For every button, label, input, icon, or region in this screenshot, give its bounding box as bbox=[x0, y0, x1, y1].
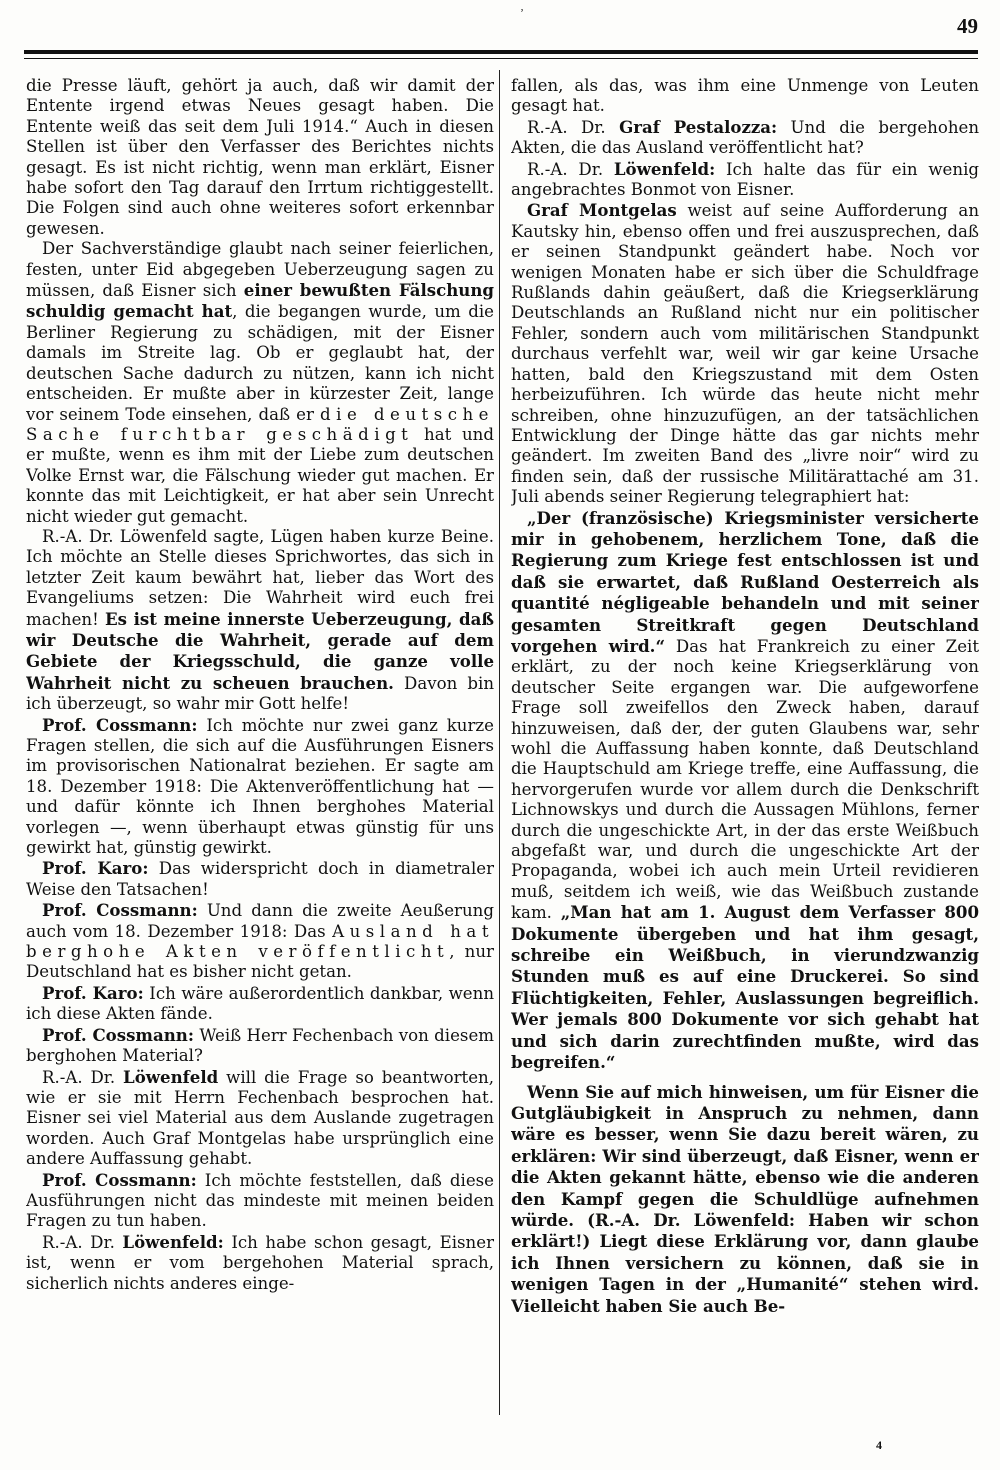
bold-text: Löwenfeld: bbox=[613, 158, 716, 179]
bold-text: Löwenfeld: bbox=[122, 1231, 224, 1252]
bold-text: Es ist meine innerste Ueberzeugung, daß wir Deutsche die Wahrheit, gerade auf dem Gebiete der Kriegsschuld, die ganze volle Wahrheit nicht zu scheuen brauchen. bbox=[26, 608, 494, 693]
paragraph bbox=[26, 239, 494, 527]
paragraph bbox=[26, 858, 494, 900]
paragraph bbox=[511, 1082, 979, 1317]
text-run: Davon bin ich überzeugt, so wahr mir Gott helfe! bbox=[26, 673, 494, 714]
text-run: R.-A. Dr. Löwenfeld sagte, Lügen haben kurze Beine. Ich möchte an Stelle dieses Sprichwortes, das sich in letzter Zeit kaum bewährt hat, lieber das Wort des Evangeliums setzen: Die Wahrheit wird euch frei machen! bbox=[26, 526, 494, 629]
paragraph bbox=[26, 1025, 494, 1067]
text-run: , die begangen wurde, um die Berliner Regierung zu schädigen, mit der Eisner damals im Streite lag. Ob er geglaubt hat, der deutschen Sache dadurch zu nützen, kann ich nicht entscheiden. Er mußte aber in kürzester Zeit, lange vor seinem Tode einsehen, daß er bbox=[26, 302, 494, 424]
text-run: Ich halte das für ein wenig angebrachtes Bonmot von Eisner. bbox=[511, 159, 979, 200]
text-run: Und dann die zweite Aeußerung auch vom 18. Dezember 1918: Das bbox=[26, 901, 494, 941]
text-run: Ich habe schon gesagt, Eisner ist, wenn er vom bergehohen Material sprach, sicherlich nichts anderes einge- bbox=[26, 1232, 494, 1293]
paragraph bbox=[26, 1067, 494, 1170]
paragraph bbox=[511, 117, 979, 159]
bold-text: „Der (französische) Kriegsminister versicherte mir in gehobenem, herzlichem Tone, daß die Regierung zum Kriege fest entschlossen ist und daß sie erwartet, daß Rußland Oesterreich als quantité négligeable behandeln und mit seiner gesamten Streitkraft gegen Deutschland vorgehen wird.“ bbox=[511, 507, 979, 656]
text-run: R.-A. Dr. bbox=[42, 1232, 123, 1252]
page-number: 49 bbox=[957, 14, 978, 38]
bold-text: Graf Pestalozza: bbox=[619, 116, 778, 137]
text-run: R.-A. Dr. bbox=[42, 1067, 124, 1087]
text-run: Und die bergehohen Akten, die das Ausland veröffentlicht hat? bbox=[511, 117, 979, 158]
bold-text: einer bewußten Fälschung schuldig gemacht hat bbox=[26, 280, 494, 322]
column-divider bbox=[499, 70, 500, 1415]
paragraph bbox=[26, 1232, 494, 1294]
text-run: fallen, als das, was ihm eine Unmenge von Leuten gesagt hat. bbox=[511, 76, 979, 116]
header-rule-thick bbox=[24, 50, 978, 54]
bold-text: Prof. Cossmann: bbox=[42, 900, 198, 921]
text-run: die Presse läuft, gehört ja auch, daß wir damit der Entente irgend etwas Neues gesagt haben. Die Entente weiß das seit dem Juli 1914.“ Auch in diesen Stellen ist über den Verfasser des Berichtes nichts gesagt. Es ist nicht richtig, wenn man erklärt, Eisner habe sofort den Tag darauf den Irrtum richtiggestellt. Die Folgen sind auch ohne weiteres sofort erkennbar gewesen. bbox=[26, 76, 494, 238]
bold-text: Prof. Cossmann: bbox=[42, 1024, 194, 1045]
signature-mark: 4 bbox=[876, 1438, 882, 1452]
spaced-text: die deutsche Sache furchtbar geschädigt bbox=[26, 404, 494, 444]
paragraph bbox=[511, 508, 979, 1074]
spaced-text: Ausland hat berghohe Akten veröffentlicht bbox=[26, 921, 494, 962]
text-run: Ich möchte nur zwei ganz kurze Fragen stellen, die sich auf die Ausführungen Eisners im provisorischen Nationalrat beziehen. Er sagte am 18. Dezember 1918: Die Aktenveröffentlichung hat — und dafür könnte ich Ihnen berghohes Material vorlegen —, wenn überhaupt etwas günstig für uns gewirkt hat, günstig gewirkt. bbox=[26, 715, 494, 858]
paragraph bbox=[26, 715, 494, 859]
paragraph bbox=[26, 76, 494, 239]
bold-text: Löwenfeld bbox=[123, 1066, 219, 1087]
text-run: Weiß Herr Fechenbach von diesem berghohen Material? bbox=[26, 1025, 494, 1066]
left-column bbox=[26, 76, 494, 1416]
print-speck: ʼ bbox=[520, 6, 524, 20]
bold-text: Wenn Sie auf mich hinweisen, um für Eisner die Gutgläubigkeit in Anspruch zu nehmen, dann wäre es besser, wenn Sie dazu bereit wären, zu erklären: Wir sind überzeugt, daß Eisner, wenn er die Akten gekannt hätte, ebenso wie die anderen den Kampf gegen die Schuldlüge aufnehmen würde. (R.-A. Dr. Löwenfeld: Haben wir schon erklärt!) Liegt diese Erklärung vor, dann glaube ich Ihnen versichern zu können, daß sie in wenigen Tagen in der „Humanité“ stehen wird. Vielleicht haben Sie auch Be- bbox=[511, 1081, 979, 1316]
text-run: R.-A. Dr. bbox=[527, 159, 614, 179]
bold-text: Prof. Cossmann: bbox=[42, 714, 198, 735]
bold-text: Prof. Karo: bbox=[42, 858, 149, 879]
paragraph bbox=[26, 983, 494, 1025]
text-run: Ich wäre außerordentlich dankbar, wenn ich diese Akten fände. bbox=[26, 983, 494, 1024]
text-run: Ich möchte feststellen, daß diese Ausführungen nicht das mindeste mit meinen beiden Fragen zu tun haben. bbox=[26, 1170, 494, 1231]
paragraph bbox=[26, 900, 494, 983]
text-run: R.-A. Dr. bbox=[527, 117, 620, 137]
paragraph bbox=[511, 200, 979, 507]
text-run: , nur Deutschland hat es bisher nicht getan. bbox=[26, 942, 494, 982]
paragraph bbox=[26, 1170, 494, 1232]
text-run: Der Sachverständige glaubt nach seiner feierlichen, festen, unter Eid abgegeben Ueberzeugung sagen zu müssen, daß Eisner sich bbox=[26, 239, 494, 301]
text-run: hat und er mußte, wenn es ihm mit der Liebe zum deutschen Volke Ernst war, die Fälschung wieder gut machen. Er konnte das mit Leichtigkeit, er hat aber sein Unrecht nicht wieder gut gemacht. bbox=[26, 424, 494, 526]
right-column bbox=[511, 76, 979, 1416]
paragraph bbox=[511, 76, 979, 117]
text-run: weist auf seine Aufforderung an Kautsky hin, ebenso offen und frei auszusprechen, daß er seinen Standpunkt geändert habe. Noch vor wenigen Monaten habe er sich über die Schuldfrage Rußlands dahin geäußert, daß die Kriegserklärung Deutschlands an Rußland nicht nur ein politischer Fehler, sondern auch vom militärischen Standpunkt durchaus verfehlt war, weil wir gar keine Ursache hatten, bald den Kriegszustand mit dem Osten herbeizuführen. Ich würde das heute nicht mehr schreiben, ohne hinzuzufügen, an der tatsächlichen Entwicklung der Dinge hätte das gar nichts mehr geändert. Im zweiten Band des „livre noir“ wird zu finden sein, daß der russische Militärattaché am 31. Juli abends seiner Regierung telegraphiert hat: bbox=[511, 201, 979, 507]
bold-text: Graf Montgelas bbox=[527, 200, 677, 221]
header-rule-thin bbox=[24, 58, 978, 59]
text-run: Das hat Frankreich zu einer Zeit erklärt, zu der noch keine Kriegserklärung von deutscher Seite ergangen war. Die aufgeworfene Frage soll zweifellos den Zweck haben, darauf hinzuweisen, daß der, der guten Glaubens war, sehr wohl die Auffassung haben konnte, daß Deutschland die Hauptschuld am Kriege treffe, eine Auffassung, die hervorgerufen wurde vor allem durch die Denkschrift Lichnowskys und durch die Aussagen Mühlons, ferner durch die ungeschickte Art, in der das erste Weißbuch abgefaßt war, und durch die ungeschickte Art der Propaganda, wobei ich auch mein Urteil revidieren muß, seitdem ich weiß, wie das Weißbuch zustande kam. bbox=[511, 636, 979, 923]
paragraph bbox=[511, 159, 979, 201]
bold-text: Prof. Karo: bbox=[42, 982, 144, 1003]
bold-text: „Man hat am 1. August dem Verfasser 800 Dokumente übergeben und hat ihm gesagt, schreibe ein Weißbuch, in vierundzwanzig Stunden muß es auf eine Druckerei. So sind Flüchtigkeiten, Fehler, Auslassungen begreiflich. Wer jemals 800 Dokumente vor sich gehabt hat und sich darin zurechtfinden mußte, wird das begreifen.“ bbox=[511, 902, 979, 1073]
text-run: Das widerspricht doch in diametraler Weise den Tatsachen! bbox=[26, 859, 494, 899]
paragraph bbox=[26, 527, 494, 715]
bold-text: Prof. Cossmann: bbox=[42, 1169, 197, 1190]
text-run: will die Frage so beantworten, wie er sie mit Herrn Fechenbach besprochen hat. Eisner sei viel Material aus dem Auslande zugetragen worden. Auch Graf Montgelas habe ursprünglich eine andere Auffassung gehabt. bbox=[26, 1067, 494, 1169]
